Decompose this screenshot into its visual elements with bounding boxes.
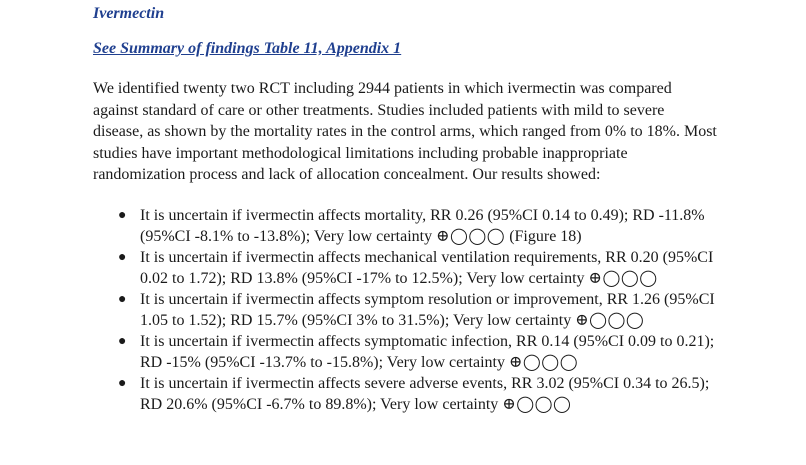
bullet-icon: ● <box>118 292 127 307</box>
certainty-rating: ⊕◯◯◯ <box>508 354 579 371</box>
paragraph-line: against standard of care or other treatments. Studies included patients with mild to severe <box>93 101 665 119</box>
certainty-rating: ⊕◯◯◯ <box>436 228 506 245</box>
bullet-icon: ● <box>118 208 127 223</box>
bullet-icon: ● <box>118 334 127 349</box>
finding-text: (95%CI -8.1% to -13.8%); Very low certainty <box>140 228 437 245</box>
finding-text: 1.05 to 1.52); RD 15.7% (95%CI 3% to 31.5%); Very low certainty <box>140 312 576 329</box>
finding-line: It is uncertain if ivermectin affects severe adverse events, RR 3.02 (95%CI 0.34 to 26.5); <box>140 375 710 392</box>
finding-mechanical-ventilation <box>93 247 733 289</box>
finding-line <box>140 394 733 415</box>
finding-mortality <box>93 205 733 247</box>
figure-reference: (Figure 18) <box>505 228 582 245</box>
finding-line: It is uncertain if ivermectin affects symptomatic infection, RR 0.14 (95%CI 0.09 to 0.21); <box>140 333 715 350</box>
finding-line <box>140 268 733 289</box>
paragraph-line: randomization process and lack of allocation concealment. Our results showed: <box>93 166 601 183</box>
finding-line: It is uncertain if ivermectin affects mechanical ventilation requirements, RR 0.20 (95%CI <box>140 249 714 266</box>
finding-symptom-resolution <box>93 289 733 331</box>
finding-text: 0.02 to 1.72); RD 13.8% (95%CI -17% to 12.5%); Very low certainty <box>140 270 589 287</box>
finding-severe-adverse-events <box>93 373 733 415</box>
bullet-icon: ● <box>118 376 127 391</box>
section-heading: Ivermectin <box>93 5 165 22</box>
finding-line <box>140 226 733 247</box>
finding-line: It is uncertain if ivermectin affects mortality, RR 0.26 (95%CI 0.14 to 0.49); RD -11.8% <box>140 207 705 224</box>
findings-list <box>93 205 733 415</box>
certainty-rating: ⊕◯◯◯ <box>575 312 645 329</box>
paragraph-line: studies have important methodological limitations including probable inappropriate <box>93 144 628 162</box>
paragraph-line: We identified twenty two RCT including 2944 patients in which ivermectin was compared <box>93 80 672 97</box>
intro-paragraph <box>93 78 733 186</box>
summary-of-findings-link[interactable]: See Summary of findings Table 11, Appendix 1 <box>93 40 402 57</box>
finding-text: RD -15% (95%CI -13.7% to -15.8%); Very low certainty <box>140 354 509 371</box>
bullet-icon: ● <box>118 250 127 265</box>
finding-symptomatic-infection <box>93 331 733 373</box>
finding-line: It is uncertain if ivermectin affects symptom resolution or improvement, RR 1.26 (95%CI <box>140 291 715 308</box>
finding-text: RD 20.6% (95%CI -6.7% to 89.8%); Very low certainty <box>140 396 503 413</box>
certainty-rating: ⊕◯◯◯ <box>588 270 658 287</box>
certainty-rating: ⊕◯◯◯ <box>502 396 572 413</box>
finding-line <box>140 310 733 331</box>
paragraph-line: disease, as shown by the mortality rates in the control arms, which ranged from 0% to 18%. Most <box>93 123 717 140</box>
finding-line <box>140 352 733 373</box>
